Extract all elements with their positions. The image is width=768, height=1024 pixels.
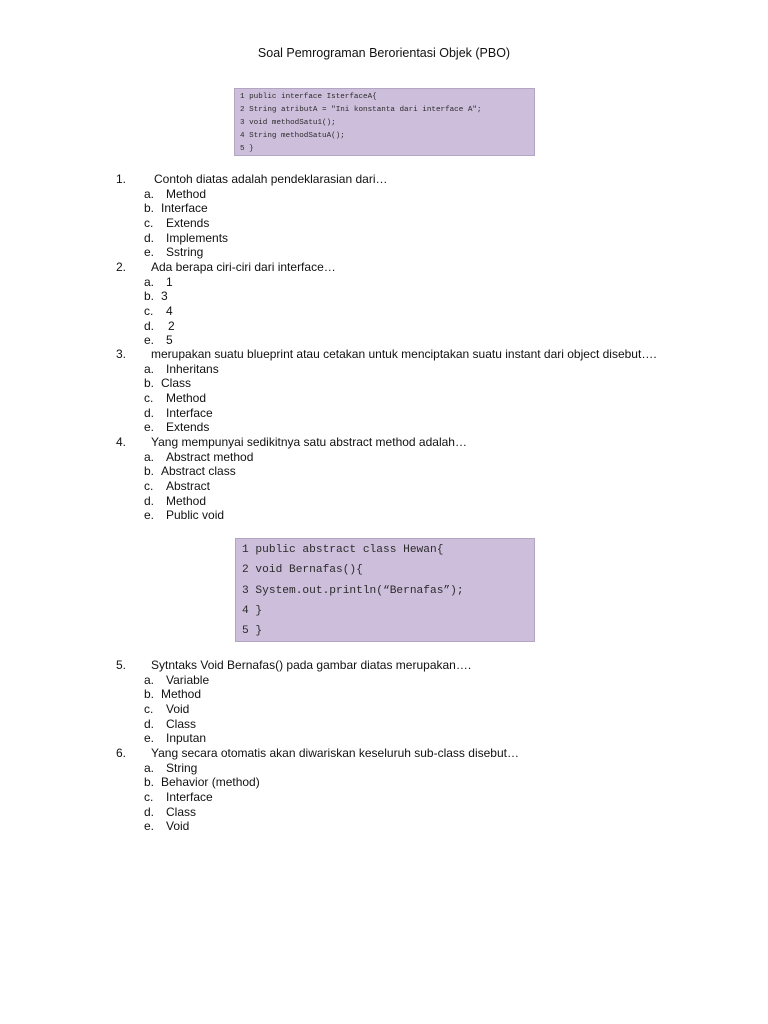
- option-e: [0, 420, 768, 435]
- option-text: Method: [166, 391, 207, 406]
- option-letter: b.: [144, 201, 155, 216]
- code-line: 2 String atributA = "Ini konstanta dari interface A";: [240, 106, 482, 114]
- option-letter: e.: [144, 731, 155, 746]
- option-e: [0, 333, 768, 348]
- option-d: [0, 319, 768, 334]
- option-letter: c.: [144, 216, 154, 231]
- option-letter: e.: [144, 508, 155, 523]
- option-text: Public void: [166, 508, 225, 523]
- code-line: 5 }: [242, 625, 263, 638]
- option-a: [0, 362, 768, 377]
- option-text: Class: [166, 804, 197, 819]
- option-text: String: [166, 760, 198, 775]
- option-e: [0, 508, 768, 523]
- option-text: Inheritans: [166, 361, 219, 376]
- option-e: [0, 819, 768, 834]
- option-text: 4: [166, 304, 173, 319]
- question-text: Sytntaks Void Bernafas() pada gambar diatas merupakan….: [151, 658, 472, 672]
- option-a: [0, 275, 768, 290]
- option-letter: a.: [144, 274, 155, 289]
- option-letter: c.: [144, 479, 154, 494]
- option-letter: d.: [144, 804, 155, 819]
- option-a: [0, 450, 768, 465]
- option-letter: b.: [144, 376, 155, 391]
- option-b: [0, 464, 768, 479]
- option-text: Interface: [161, 201, 208, 216]
- code-snippet-abstract-class: [235, 538, 535, 642]
- code-line: 1 public interface IsterfaceA{: [240, 93, 377, 101]
- question-1: [0, 172, 768, 260]
- question-text: merupakan suatu blueprint atau cetakan untuk menciptakan suatu instant dari object disebut….: [151, 347, 657, 361]
- option-c: [0, 304, 768, 319]
- code-snippet-interface: [234, 88, 535, 156]
- option-letter: e.: [144, 245, 155, 260]
- code-line: 4 }: [242, 604, 263, 617]
- option-a: [0, 673, 768, 688]
- option-letter: b.: [144, 289, 155, 304]
- option-text: Abstract: [166, 479, 211, 494]
- option-d: [0, 231, 768, 246]
- option-letter: c.: [144, 702, 154, 717]
- option-d: [0, 717, 768, 732]
- option-text: Sstring: [166, 245, 204, 260]
- question-text: Yang secara otomatis akan diwariskan keseluruh sub-class disebut…: [151, 746, 519, 760]
- option-d: [0, 406, 768, 421]
- question-number: 1.: [116, 172, 127, 186]
- option-text: Abstract class: [161, 464, 236, 479]
- option-b: [0, 376, 768, 391]
- option-c: [0, 391, 768, 406]
- option-text: Behavior (method): [161, 775, 260, 790]
- option-letter: d.: [144, 716, 155, 731]
- question-5: [0, 658, 768, 746]
- option-text: Implements: [166, 230, 229, 245]
- option-letter: a.: [144, 186, 155, 201]
- code-line: 5 }: [240, 145, 254, 153]
- option-letter: d.: [144, 405, 155, 420]
- option-text: 2: [168, 318, 175, 333]
- option-b: [0, 687, 768, 702]
- option-text: Interface: [166, 790, 213, 805]
- option-letter: c.: [144, 391, 154, 406]
- question-text: Ada berapa ciri-ciri dari interface…: [151, 260, 336, 274]
- option-text: Method: [161, 687, 202, 702]
- option-letter: a.: [144, 760, 155, 775]
- option-e: [0, 731, 768, 746]
- option-text: Method: [166, 186, 207, 201]
- option-letter: e.: [144, 819, 155, 834]
- question-text: Yang mempunyai sedikitnya satu abstract method adalah…: [151, 435, 467, 449]
- code-line: 2 void Bernafas(){: [242, 564, 363, 577]
- option-letter: a.: [144, 672, 155, 687]
- option-a: [0, 187, 768, 202]
- option-letter: d.: [144, 230, 155, 245]
- option-text: Method: [166, 493, 207, 508]
- option-text: Variable: [166, 672, 210, 687]
- option-b: [0, 775, 768, 790]
- question-3: [0, 347, 768, 435]
- option-a: [0, 761, 768, 776]
- code-line: 3 void methodSatu1();: [240, 119, 336, 127]
- code-line: 4 String methodSatuA();: [240, 132, 345, 140]
- option-d: [0, 805, 768, 820]
- option-letter: c.: [144, 790, 154, 805]
- option-letter: d.: [144, 318, 155, 333]
- page-title: Soal Pemrograman Berorientasi Objek (PBO): [257, 46, 511, 60]
- option-text: Void: [166, 702, 190, 717]
- option-e: [0, 245, 768, 260]
- option-text: 5: [166, 333, 173, 348]
- option-text: Inputan: [166, 731, 207, 746]
- option-letter: e.: [144, 420, 155, 435]
- option-d: [0, 494, 768, 509]
- option-text: Class: [166, 716, 197, 731]
- code-line: 3 System.out.println(“Bernafas”);: [242, 584, 464, 597]
- option-text: Class: [161, 376, 192, 391]
- question-4: [0, 435, 768, 523]
- option-letter: b.: [144, 687, 155, 702]
- option-text: Extends: [166, 216, 210, 231]
- option-c: [0, 479, 768, 494]
- code-line: 1 public abstract class Hewan{: [242, 544, 444, 556]
- question-2: [0, 260, 768, 348]
- option-letter: c.: [144, 304, 154, 319]
- option-text: 3: [161, 289, 168, 304]
- option-b: [0, 201, 768, 216]
- question-6: [0, 746, 768, 834]
- option-c: [0, 790, 768, 805]
- question-number: 6.: [116, 746, 127, 760]
- option-letter: b.: [144, 464, 155, 479]
- question-number: 3.: [116, 347, 127, 361]
- option-c: [0, 702, 768, 717]
- option-b: [0, 289, 768, 304]
- question-number: 4.: [116, 435, 127, 449]
- option-letter: d.: [144, 493, 155, 508]
- option-letter: a.: [144, 361, 155, 376]
- option-text: Extends: [166, 420, 210, 435]
- option-text: 1: [166, 274, 173, 289]
- question-text: Contoh diatas adalah pendeklarasian dari…: [154, 172, 388, 186]
- option-letter: e.: [144, 333, 155, 348]
- question-number: 2.: [116, 260, 127, 274]
- option-text: Abstract method: [166, 449, 254, 464]
- option-text: Interface: [166, 405, 213, 420]
- option-letter: b.: [144, 775, 155, 790]
- option-letter: a.: [144, 449, 155, 464]
- option-text: Void: [166, 819, 190, 834]
- option-c: [0, 216, 768, 231]
- question-number: 5.: [116, 658, 127, 672]
